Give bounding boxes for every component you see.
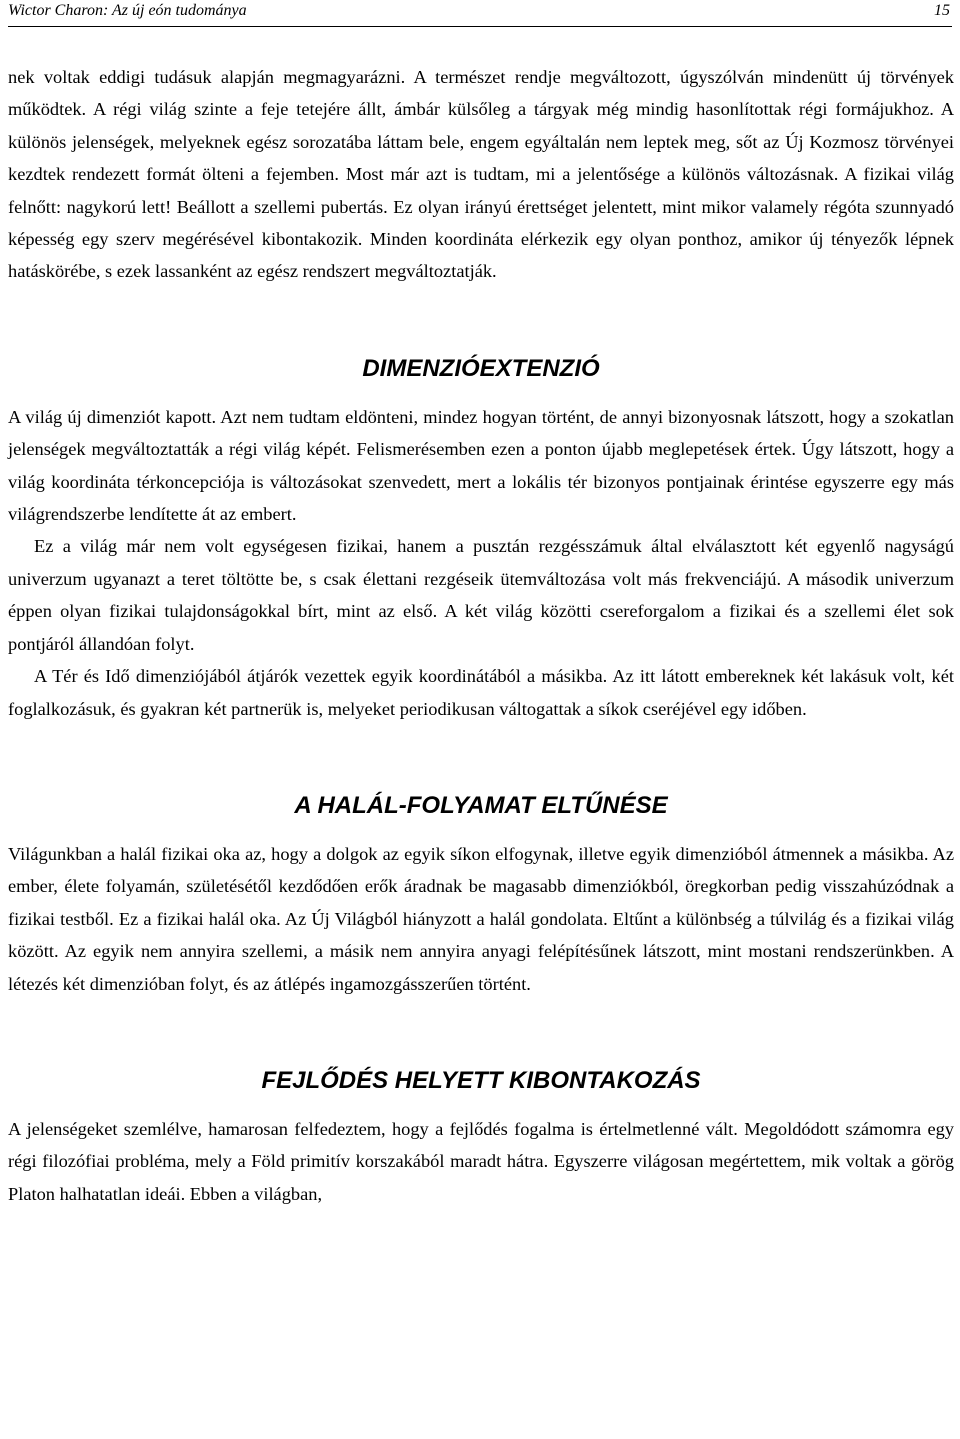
page-number: 15	[934, 2, 950, 19]
paragraph: A jelenségeket szemlélve, hamarosan felfedeztem, hogy a fejlődés fogalma is értelmetlenné vált. Megoldódott számomra egy régi filozófiai probléma, mely a Föld primitív korszakából maradt hátra. Egyszerre világosan megértettem, mik voltak a görög Platon halhatatlan ideái. Ebben a világban,	[8, 1118, 954, 1204]
document-body	[8, 61, 954, 1210]
intro-paragraph: nek voltak eddigi tudásuk alapján megmagyarázni. A természet rendje megváltozott, úgyszólván mindenütt új törvények működtek. A régi világ szinte a feje tetejére állt, ámbár külsőleg a tárgyak még mindig hasonlítottak régi formájukhoz. A különös jelenségek, melyeknek egész sorozatába láttam bele, engem egyáltalán nem leptek meg, sőt az Új Kozmosz törvényei kezdtek rendezett formát ölteni a fejemben. Most már azt is tudtam, mi a jelentősége a különös változásnak. A fizikai világ felnőtt: nagykorú lett! Beállott a szellemi pubertás. Ez olyan irányú érettséget jelentett, mint mikor valamely régóta szunnyadó képesség egy szerv megérésével kibontakozik. Minden koordináta elérkezik egy olyan ponthoz, amikor új tényezők lépnek hatáskörébe, s ezek lassanként az egész rendszert megváltoztatják.	[8, 67, 954, 282]
paragraph: A világ új dimenziót kapott. Azt nem tudtam eldönteni, mindez hogyan történt, de annyi bizonyosnak látszott, hogy a szokatlan jelenségek megváltoztatták a régi világ képét. Felismerésemben ezen a ponton újabb meglepetések értek. Úgy látszott, hogy a világ koordináta térkoncepciója is változásokat szenvedett, mert a lokális tér bizonyos pontjainak érintése egyszerre egy más világrendszerbe lendítette át az embert.	[8, 406, 954, 525]
section-heading-halal-folyamat: A HALÁL-FOLYAMAT ELTŰNÉSE	[294, 791, 668, 819]
section-heading-dimenzioextenzio: DIMENZIÓEXTENZIÓ	[362, 354, 600, 382]
paragraph: A Tér és Idő dimenziójából átjárók vezettek egyik koordinátából a másikba. Az itt látott embereknek két lakásuk volt, két foglalkozásuk, és gyakran két partnerük is, melyeket periodikusan váltogattak a síkok cseréjével egy időben.	[8, 666, 954, 719]
section-heading-fejlodes: FEJLŐDÉS HELYETT KIBONTAKOZÁS	[261, 1066, 701, 1094]
running-header	[8, 0, 952, 27]
paragraph: Ez a világ már nem volt egységesen fizikai, hanem a pusztán rezgésszámuk által elválasztott két egyenlő nagyságú univerzum ugyanazt a teret töltötte be, s csak élettani rezgéseik ütemváltozása volt más frekvenciájú. A második univerzum éppen olyan fizikai tulajdonságokkal bírt, mint az első. A két világ közötti csereforgalom a fizikai és a szellemi élet sok pontjáról állandóan folyt.	[8, 536, 954, 654]
paragraph: Világunkban a halál fizikai oka az, hogy a dolgok az egyik síkon elfogynak, illetve egyik dimenzióból átmennek a másikba. Az ember, élete folyamán, születésétől kezdődően erők áradnak be magasabb dimenziókból, öregkorban pedig visszahúzódnak a fizikai testből. Ez a fizikai halál oka. Az Új Világból hiányzott a halál gondolata. Eltűnt a különbség a túlvilág és a fizikai világ között. Az egyik nem annyira szellemi, a másik nem annyira anyagi felépítésűnek látszott, mint mostani rendszerünkben. A létezés két dimenzióban folyt, és az átlépés ingamozgásszerűen történt.	[8, 843, 954, 994]
header-title: Wictor Charon: Az új eón tudománya	[8, 2, 247, 19]
